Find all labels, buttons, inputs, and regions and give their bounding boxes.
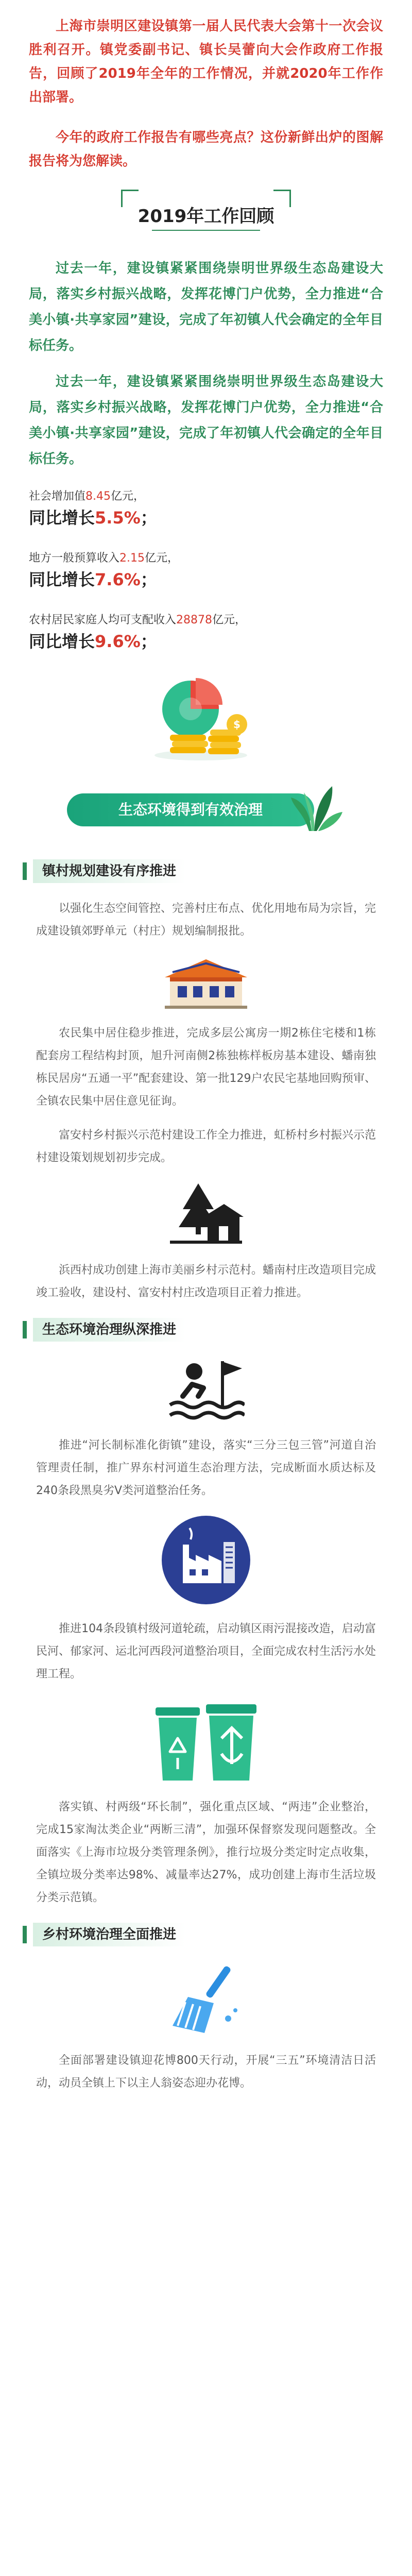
- review: [0, 256, 412, 472]
- stat-income: [29, 611, 383, 653]
- subhead-planning: [23, 857, 412, 885]
- forest-house-icon: [167, 1181, 245, 1248]
- stat-unit: 亿元，: [111, 490, 145, 503]
- growth-percent: 9.6%: [95, 632, 141, 651]
- village-house-icon: [154, 954, 258, 1011]
- section-title-frame: [121, 190, 291, 237]
- growth-percent: 7.6%: [95, 570, 141, 589]
- stat-label-text: 社会增加值: [29, 490, 86, 503]
- stat-value: 28878: [176, 614, 213, 626]
- body-paragraph: 全面部署建设镇迎花博800天行动，开展“三五”环境清洁日活动，动员全镇上下以主人翁姿态迎办花博。: [36, 2054, 376, 2090]
- banner-title: 生态环境得到有效治理: [67, 793, 314, 826]
- growth-punct: ；: [140, 632, 157, 651]
- body-paragraph: 推进“河长制标准化街镇”建设，落实“三分三包三管”河道自治管理责任制，推广界东村河道生态治理方法，完成断面水质达标及240条段黑臭劣V类河道整治任务。: [36, 1439, 376, 1497]
- stat-gdp: [29, 487, 383, 530]
- body-paragraph: 浜西村成功创建上海市美丽乡村示范村。蟠南村庄改造项目完成竣工验收，建设村、富安村村庄改造项目正着力推进。: [36, 1264, 376, 1299]
- subhead-bar: [23, 1321, 27, 1338]
- growth-punct: ；: [140, 508, 157, 528]
- subhead-rural: [23, 1921, 412, 1948]
- subhead-bar: [23, 1926, 27, 1943]
- stat-value: 8.45: [85, 490, 111, 503]
- subhead-title: 乡村环境治理全面推进: [33, 1923, 185, 1946]
- stat-label: [29, 549, 383, 568]
- intro-paragraph: 上海市崇明区建设镇第一届人民代表大会第十一次会议胜利召开。镇党委副书记、镇长吴蕾向大会作政府工作报告，回顾了2019年全年的工作情况，并就2020年工作作出部署。: [29, 19, 383, 105]
- title-underline: [152, 230, 260, 231]
- growth-label: 同比增长: [29, 632, 95, 651]
- subhead-title: 镇村规划建设有序推进: [33, 859, 185, 883]
- stat-growth: [29, 506, 383, 530]
- body-paragraph: 富安村乡村振兴示范村建设工作全力推进，虹桥村乡村振兴示范村建设策划规划初步完成。: [36, 1129, 376, 1164]
- body-paragraph: 落实镇、村两级“环长制”，强化重点区域、“两违”企业整治，完成15家淘汰类企业“两断三清”，加强环保督察发现问题整改。全面落实《上海市垃圾分类管理条例》，推行垃圾分类定时定点收集，全镇垃圾分类率达98%、减量率达27%，成功创建上海市生活垃圾分类示范镇。: [36, 1801, 376, 1904]
- stat-unit: 亿元，: [145, 552, 179, 565]
- leaf-plant-icon: [288, 782, 345, 834]
- stat-growth: [29, 568, 383, 591]
- subhead-title: 生态环境治理纵深推进: [33, 1318, 185, 1342]
- body-paragraph: 推进104条段镇村级河道轮疏，启动镇区雨污混接改造，启动富民河、郁家河、运北河西段河道整治项目，全面完成农村生活污水处理工程。: [36, 1622, 376, 1681]
- review-paragraph: 过去一年，建设镇紧紧围绕崇明世界级生态岛建设大局，落实乡村振兴战略，发挥花博门户优势，全力推进“合美小镇·共享家园”建设，完成了年初镇人代会确定的全年目标任务。: [29, 261, 383, 353]
- body-paragraph: 以强化生态空间管控、完善村庄布点、优化用地布局为宗旨，完成建设镇郊野单元（村庄）规划编制报批。: [36, 902, 376, 938]
- stats: [0, 482, 412, 653]
- stat-label: [29, 487, 383, 506]
- swimmer-flag-icon: [167, 1356, 245, 1423]
- stat-label-text: 农村居民家庭人均可支配收入: [29, 614, 177, 626]
- stat-unit: 亿元，: [212, 614, 247, 626]
- body-paragraph: 农民集中居住稳步推进，完成多层公寓房一期2栋住宅楼和1栋配套房工程结构封顶，旭升河南侧2栋独栋样板房基本建设、蟠南独栋民居房“五通一平”配套建设、第一批129户农民宅基地回购预审、全镇农民集中居住意见征询。: [36, 1027, 376, 1108]
- section-title: 2019年工作回顾: [138, 206, 274, 227]
- stat-label-text: 地方一般预算收入: [29, 552, 120, 565]
- growth-punct: ；: [140, 570, 157, 589]
- stat-label: [29, 611, 383, 630]
- review-paragraph: 过去一年，建设镇紧紧围绕崇明世界级生态岛建设大局，落实乡村振兴战略，发挥花博门户优势，全力推进“合美小镇·共享家园”建设，完成了年初镇人代会确定的全年目标任务。: [29, 374, 383, 467]
- factory-water-icon: [160, 1514, 252, 1606]
- subhead-bar: [23, 862, 27, 880]
- subhead-ecology: [23, 1316, 412, 1344]
- stat-growth: [29, 630, 383, 653]
- svg-text:$: $: [233, 718, 241, 731]
- broom-icon: [167, 1961, 245, 2038]
- stat-budget: [29, 549, 383, 591]
- section-banner: [0, 780, 412, 842]
- pie-chart-coins-icon: [149, 673, 252, 766]
- stat-value: 2.15: [119, 552, 145, 565]
- intro: [0, 0, 412, 173]
- growth-label: 同比增长: [29, 508, 95, 528]
- intro-question: 今年的政府工作报告有哪些亮点？这份新鲜出炉的图解报告将为您解读。: [29, 130, 383, 169]
- growth-percent: 5.5%: [95, 508, 141, 528]
- recycle-bin-icon: [149, 1697, 263, 1785]
- growth-label: 同比增长: [29, 570, 95, 589]
